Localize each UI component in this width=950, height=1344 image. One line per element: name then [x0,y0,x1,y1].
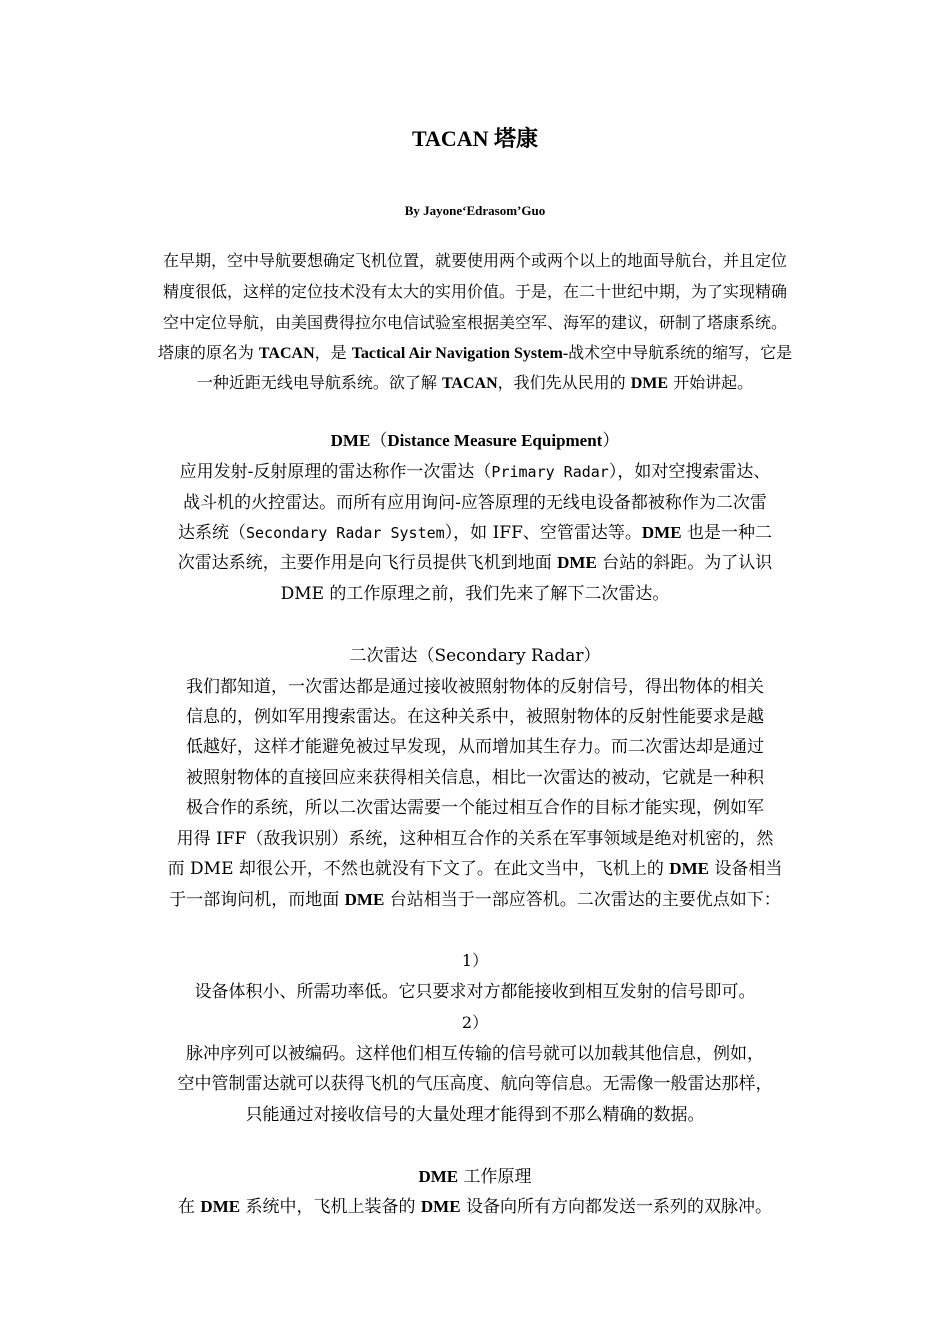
paragraph-line: 而 DME 却很公开，不然也就没有下文了。在此文当中，飞机上的 DME 设备相当 [167,859,783,879]
list-number: 1） [461,951,489,970]
list-item: 只能通过对接收信号的大量处理才能得到不那么精确的数据。 [245,1105,705,1125]
document-title: TACAN 塔康 [411,126,539,151]
paragraph-line: 空中定位导航，由美国费得拉尔电信试验室根据美空军、海军的建议，研制了塔康系统。 [162,313,787,332]
author-byline: By Jayone‘Edrasom’Guo [404,203,546,218]
paragraph-line: 我们都知道，一次雷达都是通过接收被照射物体的反射信号，得出物体的相关 [186,677,764,697]
paragraph-line: 塔康的原名为 TACAN，是 Tactical Air Navigation System-战术空中导航系统的缩写，它是 [157,343,793,362]
section-heading: DME 工作原理 [418,1167,532,1187]
paragraph-line: 被照射物体的直接回应来获得相关信息，相比一次雷达的被动，它就是一种积 [186,768,764,788]
section-heading: DME（Distance Measure Equipment） [330,431,620,451]
paragraph-line: 达系统（Secondary Radar System），如 IFF、空管雷达等。DME 也是一种二 [178,523,772,543]
paragraph-line: DME 的工作原理之前，我们先来了解下二次雷达。 [280,584,670,604]
paragraph-line: 次雷达系统，主要作用是向飞行员提供飞机到地面 DME 台站的斜距。为了认识 [177,553,773,573]
paragraph-line: 精度很低，这样的定位技术没有太大的实用价值。于是，在二十世纪中期，为了实现精确 [162,282,787,301]
paragraph-line: 在 DME 系统中，飞机上装备的 DME 设备向所有方向都发送一系列的双脉冲。 [178,1197,772,1217]
paragraph-line: 信息的，例如军用搜索雷达。在这种关系中，被照射物体的反射性能要求是越 [186,707,764,727]
list-item: 空中管制雷达就可以获得飞机的气压高度、航向等信息。无需像一般雷达那样， [177,1074,773,1094]
paragraph-line: 于一部询问机，而地面 DME 台站相当于一部应答机。二次雷达的主要优点如下： [169,890,781,910]
list-number: 2） [461,1013,489,1032]
paragraph-line: 一种近距无线电导航系统。欲了解 TACAN，我们先从民用的 DME 开始讲起。 [196,373,754,392]
list-item: 设备体积小、所需功率低。它只要求对方都能接收到相互发射的信号即可。 [194,982,756,1002]
paragraph-line: 战斗机的火控雷达。而所有应用询问-应答原理的无线电设备都被称作为二次雷 [183,493,767,513]
section-heading: 二次雷达（Secondary Radar） [349,646,601,666]
paragraph-line: 在早期，空中导航要想确定飞机位置，就要使用两个或两个以上的地面导航台，并且定位 [162,251,787,270]
paragraph-line: 极合作的系统，所以二次雷达需要一个能过相互合作的目标才能实现，例如军 [186,798,764,818]
paragraph-line: 用得 IFF（敌我识别）系统，这种相互合作的关系在军事领域是绝对机密的，然 [176,829,774,849]
paragraph-line: 应用发射-反射原理的雷达称作一次雷达（Primary Radar），如对空搜索雷达、 [179,462,771,482]
list-item: 脉冲序列可以被编码。这样他们相互传输的信号就可以加载其他信息，例如， [186,1044,764,1064]
paragraph-line: 低越好，这样才能避免被过早发现，从而增加其生存力。而二次雷达却是通过 [186,737,764,757]
